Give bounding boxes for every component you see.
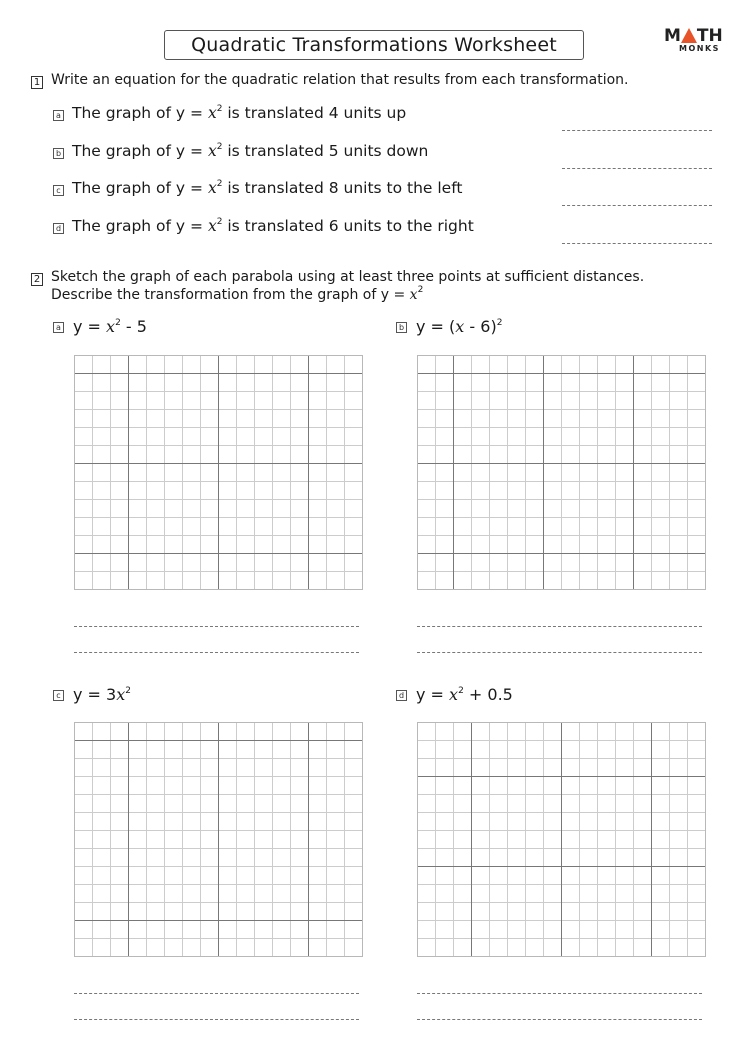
part-equation: $y = 3x^2$ (73, 685, 131, 704)
grid-major-line (75, 920, 362, 921)
item-label: c (53, 185, 64, 196)
answer-line[interactable] (417, 652, 702, 653)
graph-grid[interactable] (74, 722, 363, 957)
answer-line[interactable] (74, 626, 359, 627)
graph-grid[interactable] (417, 355, 706, 590)
part-label: d (396, 690, 407, 701)
grid-major-line (308, 723, 309, 956)
question-2-number: 2 (31, 273, 43, 286)
answer-line[interactable] (417, 626, 702, 627)
graph-grid[interactable] (417, 722, 706, 957)
grid-major-line (543, 356, 544, 589)
item-label: a (53, 110, 64, 121)
item-text: The graph of $y = x^2$ is translated 6 units to the right (72, 217, 474, 235)
grid-major-line (218, 356, 219, 589)
grid-major-line (418, 776, 705, 777)
part-label: c (53, 690, 64, 701)
part-equation: $y = x^2 - 5$ (73, 317, 147, 336)
grid-major-line (308, 356, 309, 589)
answer-line[interactable] (74, 652, 359, 653)
grid-major-line (75, 463, 362, 464)
answer-line[interactable] (417, 993, 702, 994)
grid-major-line (75, 373, 362, 374)
grid-major-line (75, 553, 362, 554)
item-label: b (53, 148, 64, 159)
answer-line[interactable] (74, 1019, 359, 1020)
grid-major-line (561, 723, 562, 956)
part-label: b (396, 322, 407, 333)
question-1-number: 1 (31, 76, 43, 89)
grid-major-line (75, 740, 362, 741)
item-text: The graph of $y = x^2$ is translated 5 units down (72, 142, 429, 160)
question-2-instruction-line1: Sketch the graph of each parabola using at least three points at sufficient distances. (51, 269, 645, 285)
item-label: d (53, 223, 64, 234)
answer-line[interactable] (562, 168, 712, 169)
grid-major-line (651, 723, 652, 956)
graph-grid[interactable] (74, 355, 363, 590)
grid-major-line (471, 723, 472, 956)
logo-subtitle: MONKS (679, 44, 720, 53)
grid-major-line (633, 356, 634, 589)
logo-triangle-icon (681, 28, 697, 43)
logo-wordmark: M TH (664, 26, 723, 46)
grid-major-line (418, 463, 705, 464)
grid-major-line (418, 373, 705, 374)
math-monks-logo (656, 26, 722, 56)
question-2-instruction-line2: Describe the transformation from the graph of $y = x^2$ (51, 285, 424, 303)
part-equation: $y = x^2 + 0.5$ (416, 685, 513, 704)
answer-line[interactable] (417, 1019, 702, 1020)
grid-major-line (418, 866, 705, 867)
answer-line[interactable] (562, 130, 712, 131)
answer-line[interactable] (74, 993, 359, 994)
grid-major-line (128, 723, 129, 956)
grid-major-line (128, 356, 129, 589)
part-label: a (53, 322, 64, 333)
answer-line[interactable] (562, 243, 712, 244)
grid-major-line (218, 723, 219, 956)
part-equation: y = (x - 6)$^2$ (416, 317, 503, 336)
item-text: The graph of $y = x^2$ is translated 4 units up (72, 104, 407, 122)
worksheet-title: Quadratic Transformations Worksheet (164, 30, 584, 60)
grid-major-line (418, 553, 705, 554)
question-1-instruction: Write an equation for the quadratic relation that results from each transformation. (51, 72, 629, 88)
answer-line[interactable] (562, 205, 712, 206)
item-text: The graph of $y = x^2$ is translated 8 units to the left (72, 179, 463, 197)
grid-major-line (453, 356, 454, 589)
